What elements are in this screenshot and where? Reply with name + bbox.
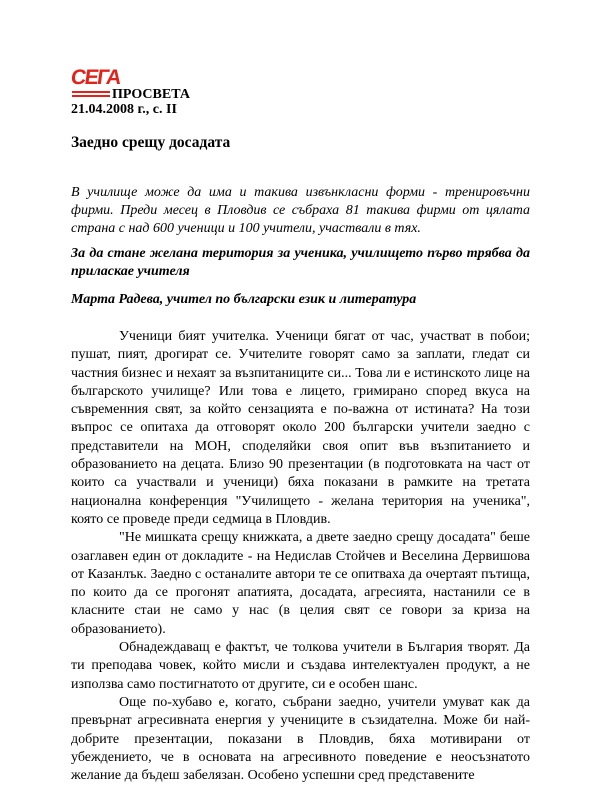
sega-logo [69, 66, 122, 101]
article-subtitle: За да стане желана територия за ученика, училището първо трябва да приласкае учителя [71, 246, 530, 279]
logo-underline-second [72, 95, 110, 97]
body-paragraph: "Не мишката срещу книжката, а двете заедно срещу досадата" беше озаглавен един от докладите - на Недислав Стойчев и Веселина Дервишова от Казанлък. Заедно с останалите автори те се опитваха да очертаят пътища, по които да се прогонят апатията, досадата, агресията, настанили се в класните стаи не само у нас (в целия свят се говори за криза на образованието). [71, 530, 530, 637]
body-paragraph: Ученици бият учителка. Ученици бягат от час, участват в побои; пушат, пият, дрогират се. Учителите говорят само за заплати, гледат си частния бизнес и нехаят за възпитаниците си... Това ли е истинското лице на българското училище? Или това е лицето, гримирано според вкуса на съвременния свят, за който сензацията е по-важна от истината? На този въпрос се опитаха да отговорят около 200 български учители заедно с представители на МОН, споделяйки своя опит във възпитанието и образованието на децата. Близо 90 презентации (в подготовката на част от които са участвали и ученици) бяха показани в рамките на третата национална конференция "Училището - желана територия на ученика", която се проведе преди седмица в Пловдив. [71, 329, 530, 527]
section-name: ПРОСВЕТА [112, 87, 190, 102]
body-paragraph: Още по-хубаво е, когато, събрани заедно, учители умуват как да превърнат агресивната енергия у учениците в съзидателна. Може би най-добрите презентации, показани в Пловдив, бяха мотивирани от убеждението, че в основата на агресивното поведение е неосъзнатото желание да бъдеш забелязан. Особено успешни сред представените [71, 694, 530, 784]
logo-wordmark: СЕГА [69, 66, 122, 89]
article-body [71, 328, 530, 785]
body-paragraph: Обнадеждаващ е фактът, че толкова учители в България творят. Да ти преподава човек, който мисли и създава интелектуален продукт, а не използва само постигнатото от другите, си е особен шанс. [71, 640, 530, 692]
article-author: Марта Радева, учител по български език и литература [71, 292, 417, 307]
masthead [71, 67, 530, 107]
dateline: 21.04.2008 г., с. II [71, 102, 177, 117]
article-title: Заедно срещу досадата [71, 134, 231, 151]
article-lead: В училище може да има и такива извънкласни форми - тренировъчни фирми. Преди месец в Пловдив се събраха 81 такива фирми от цялата страна с над 600 ученици и 100 учители, участвали в тях. [71, 185, 530, 236]
logo-underline [72, 91, 110, 93]
